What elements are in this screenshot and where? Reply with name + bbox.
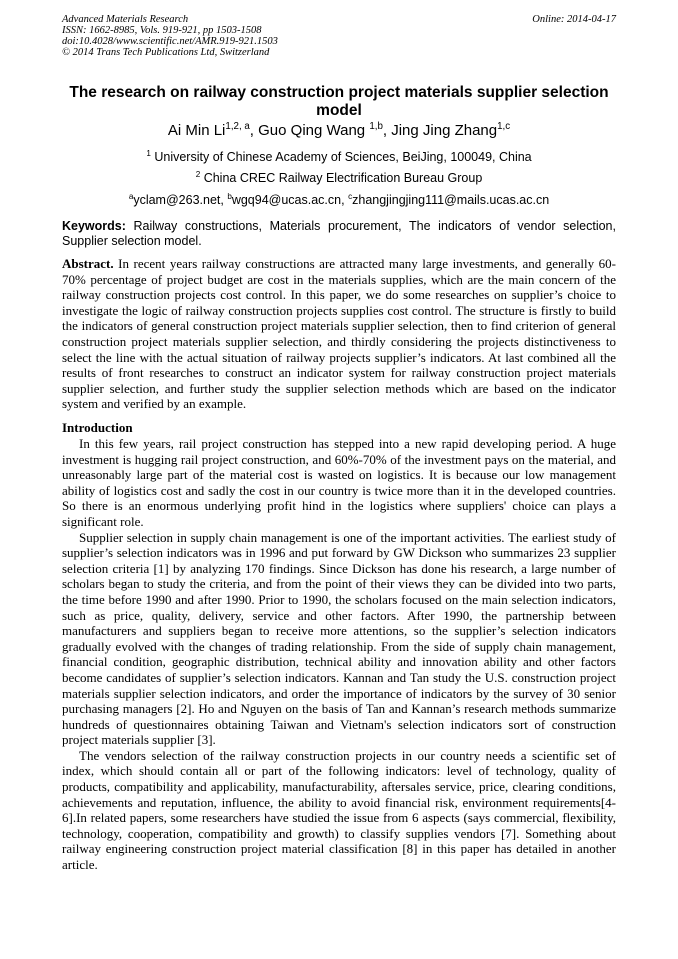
paper-title: The research on railway construction project materials supplier selection model [69, 84, 609, 119]
online-date: Online: 2014-04-17 [532, 14, 616, 25]
introduction-body [62, 436, 616, 873]
author-name: Ai Min Li [167, 122, 226, 139]
body-paragraph: In this few years, rail project construction has stepped into a new rapid developing period. A huge investment is hugging rail project construction, and 60%-70% of the investment pays on the material, and unreasonably large part of the material cost is wasted on logistics. It is because our low management ability of logistics cost and sadly the cost in our country is twice more than it in the developed countries. So there is an enormous underlying profit hind in the logistics where suppliers' choice can plays a significant role. [62, 436, 616, 529]
email-line [62, 193, 616, 208]
keywords-text: Railway constructions, Materials procurement, The indicators of vendor selection, Supplier selection model. [62, 219, 616, 248]
affiliation-2 [62, 171, 616, 186]
affiliation-sup: 1 [146, 148, 151, 158]
author-name: Jing Jing Zhang [391, 122, 498, 139]
abstract-label: Abstract. [62, 256, 114, 271]
body-paragraph: The vendors selection of the railway construction projects in our country needs a scientific set of index, which should contain all or part of the following indicators: level of technology, quality of products, compatibility and applicability, manufacturability, aftersales service, price, clearing conditions, achievements and reputation, influence, the ability to avoid financial risk, environment requirements[4-6].In related papers, some researchers have studied the issue from 6 aspects (says commercial, flexibility, technology, cooperation, compatibility and growth) to classify supplies vendors [7]. Something about railway engineering construction project material classification [8] in this paper has detailed in another article. [62, 747, 616, 873]
email-sup: a [128, 191, 134, 201]
email-text: wgq94@ucas.ac.cn, [231, 193, 349, 207]
journal-header [62, 14, 616, 58]
author-list: Ai Min Li$^{1,2, a}$, Guo Qing Wang $^{1,b}$, Jing Jing Zhang$^{1,c}$ [167, 121, 511, 139]
abstract-block [62, 256, 616, 412]
author-affiliation-sup: 1,2, a [225, 121, 250, 132]
body-paragraph: Supplier selection in supply chain management is one of the important activities. The earliest study of supplier’s selection indicators was in 1996 and put forward by GW Dickson who summarizes 23 supplier selection criteria [1] by analyzing 170 findings. Since Dickson has done his research, a large number of scholars began to study the criteria, and from the point of their views they can be divided into two parts, the time before 1990 and after 1990. Prior to 1990, the scholars focused on the main selection indicators, such as price, quality, delivery, service and other factors. After 1990, the partnership between manufacturers and suppliers began to receive more attentions, so the supplier’s selection indicators gradually evolved with the changes of trading relationship. From the side of supply chain management, financial condition, geographic distribution, technical ability and innovation ability and other factors become candidates of supplier’s selection indicators. Kannan and Tan study the U.S. construction project materials supplier selection indicators, and order the importance of indicators by the survey of 30 senior purchasing managers [2]. Ho and Nguyen on the basis of Tan and Kannan’s research methods summarize hundreds of questionnaires obtaining Taiwan and Vietnam's selection indicators sort of construction project materials supplier [3]. [62, 529, 616, 748]
abstract-paragraph [62, 256, 616, 412]
author-affiliation-sup: 1,b [369, 121, 383, 132]
author-affiliation-sup: 1,c [497, 121, 511, 132]
journal-name: Advanced Materials Research [62, 14, 189, 25]
affiliation-text: University of Chinese Academy of Sciences, BeiJing, 100049, China [150, 150, 532, 164]
affiliation-text: China CREC Railway Electrification Bureau Group [200, 171, 483, 185]
abstract-text: In recent years railway constructions are attracted many large investments, and generally 60-70% percentage of project budget are cost in the materials supplies, which are the main concern of the railway construction projects cost control. In this paper, we do some researches on supplier’s choice to investigate the logic of railway construction projects supplies cost control. The structure is firstly to build the indicators of general construction project materials supplier selection, then to find criterion of general construction project materials supplier selection, and thirdly considering the projects distinctiveness to select the line with the actual situation of railway projects supplier’s indicators. At last combined all the results of front researches to construct an indicator system for railway construction project materials supplier selection, and further study the supplier selection methods which are based on the indicator system and verified by an example. [62, 256, 616, 412]
author-name: Guo Qing Wang [258, 122, 370, 139]
email-sup: b [227, 191, 232, 201]
issn-line: ISSN: 1662-8985, Vols. 919-921, pp 1503-1508 [62, 25, 262, 36]
email-text: zhangjingjing111@mails.ucas.ac.cn [352, 193, 550, 207]
affiliation-1 [62, 150, 616, 165]
email-sup: c [348, 191, 353, 201]
affiliation-sup: 2 [195, 169, 201, 179]
introduction-heading: Introduction [62, 420, 133, 435]
keywords-label: Keywords: [62, 219, 126, 233]
copyright-line: © 2014 Trans Tech Publications Ltd, Switzerland [62, 47, 270, 58]
doi-line: doi:10.4028/www.scientific.net/AMR.919-921.1503 [62, 36, 278, 47]
email-text: yclam@263.net, [133, 193, 228, 207]
keywords-block [62, 219, 616, 249]
